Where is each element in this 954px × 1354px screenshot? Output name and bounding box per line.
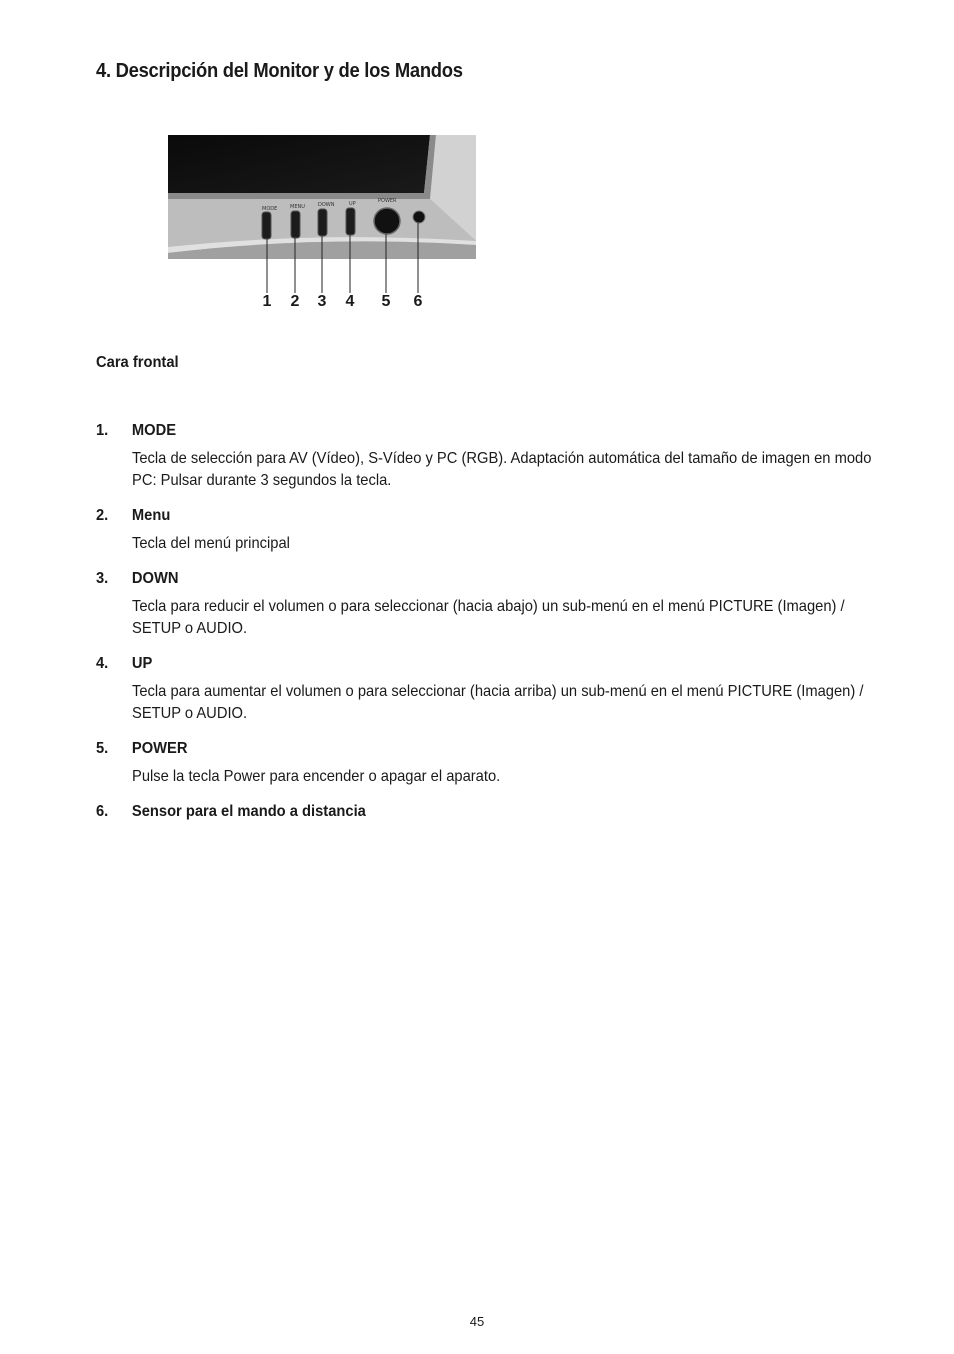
item-description: Tecla para reducir el volumen o para seleccionar (hacia abajo) un sub-menú en el menú PICTURE (Imagen) / SETUP o AUDIO. [132,598,845,637]
list-item [96,420,896,492]
item-title: POWER [131,740,188,757]
monitor-figure [168,135,478,320]
item-number: 1. [96,422,109,439]
item-description: Tecla para aumentar el volumen o para seleccionar (hacia arriba) un sub-menú en el menú PICTURE (Imagen) / SETUP o AUDIO. [132,683,864,722]
callout-numbers [168,135,478,320]
item-number: 5. [96,740,109,757]
up-label: UP [349,201,356,207]
section-label: Cara frontal [96,354,179,371]
page-title: 4. Descripción del Monitor y de los Mandos [96,60,463,82]
callout-6: 6 [413,293,423,310]
item-title: MODE [131,422,177,439]
menu-label: MENU [290,204,305,210]
callout-3: 3 [317,293,327,310]
list-item [96,738,896,788]
page-number: 45 [469,1314,485,1329]
item-title: Menu [131,507,171,524]
callout-4: 4 [345,293,355,310]
controls-list [96,420,896,836]
list-item [96,653,896,725]
power-label: POWER [378,198,397,204]
item-description: Tecla del menú principal [132,535,290,552]
callout-1: 1 [262,293,272,310]
item-number: 6. [96,803,109,820]
item-description: Pulse la tecla Power para encender o apagar el aparato. [132,768,501,785]
mode-label: MODE [262,206,278,212]
list-item [96,568,896,640]
item-title: DOWN [131,570,179,587]
list-item [96,505,896,555]
item-number: 4. [96,655,109,672]
callout-5: 5 [381,293,391,310]
callout-2: 2 [290,293,300,310]
item-title: Sensor para el mando a distancia [131,803,366,820]
item-number: 2. [96,507,109,524]
list-item [96,801,896,823]
item-description: Tecla de selección para AV (Vídeo), S-Vídeo y PC (RGB). Adaptación automática del tamaño de imagen en modo PC: Pulsar durante 3 segundos la tecla. [132,450,872,489]
down-label: DOWN [318,202,335,208]
item-title: UP [131,655,153,672]
item-number: 3. [96,570,109,587]
